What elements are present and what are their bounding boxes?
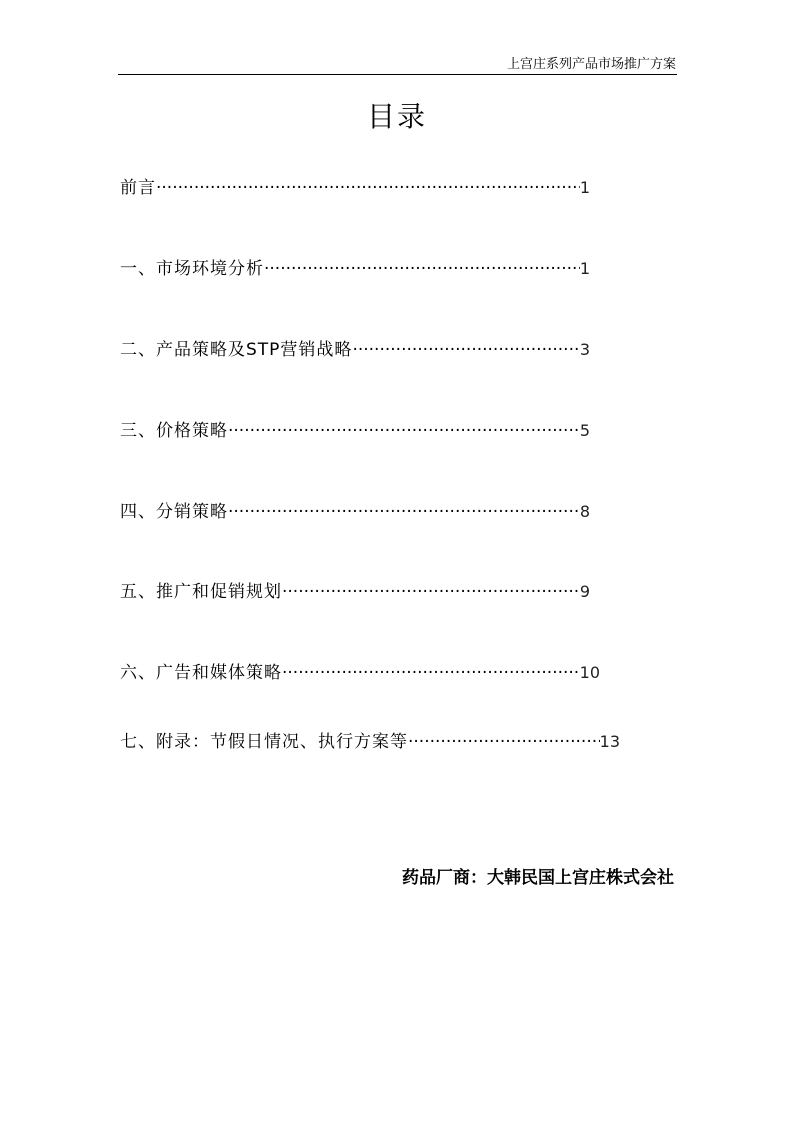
- toc-entry[interactable]: [120, 257, 590, 281]
- manufacturer-line: 药品厂商：大韩民国上宫庄株式会社: [402, 868, 674, 888]
- toc-entry-label: 五、推广和促销规划: [120, 582, 282, 602]
- toc-leader-dots: [282, 661, 580, 685]
- toc-leader-dots: [408, 730, 600, 754]
- toc-entry-page: 1: [579, 178, 590, 197]
- toc-entry[interactable]: [120, 730, 620, 754]
- toc-entry[interactable]: [120, 419, 590, 443]
- toc-entry[interactable]: [120, 176, 590, 200]
- page-title: 目录: [366, 100, 427, 133]
- toc-leader-dots: [352, 338, 579, 362]
- toc-entry-label: 三、价格策略: [120, 421, 228, 441]
- toc-entry-label: 一、市场环境分析: [120, 259, 264, 279]
- toc-entry[interactable]: [120, 338, 590, 362]
- running-header: 上宫庄系列产品市场推广方案: [506, 57, 676, 72]
- toc-leader-dots: [282, 580, 580, 604]
- toc-entry-page: 1: [579, 259, 590, 278]
- toc-entry-page: 3: [579, 340, 590, 359]
- toc-entry[interactable]: [120, 580, 590, 604]
- header-rule: [118, 74, 677, 75]
- toc-leader-dots: [228, 419, 580, 443]
- toc-entry-label: 二、产品策略及STP营销战略: [120, 340, 353, 360]
- toc-entry-page: 13: [599, 732, 620, 751]
- toc-entry-page: 9: [579, 582, 590, 601]
- toc-entry[interactable]: [120, 500, 590, 524]
- toc-entry-label: 前言: [120, 178, 156, 198]
- toc-leader-dots: [228, 500, 580, 524]
- toc-leader-dots: [264, 257, 580, 281]
- toc-entry-label: 六、广告和媒体策略: [120, 663, 282, 683]
- toc-entry[interactable]: [120, 661, 600, 685]
- toc-entry-page: 8: [579, 502, 590, 521]
- toc-entry-page: 10: [579, 663, 600, 682]
- toc-entry-label: 七、附录：节假日情况、执行方案等: [120, 732, 408, 752]
- toc-leader-dots: [156, 176, 580, 200]
- toc-entry-page: 5: [579, 421, 590, 440]
- toc-entry-label: 四、分销策略: [120, 502, 228, 522]
